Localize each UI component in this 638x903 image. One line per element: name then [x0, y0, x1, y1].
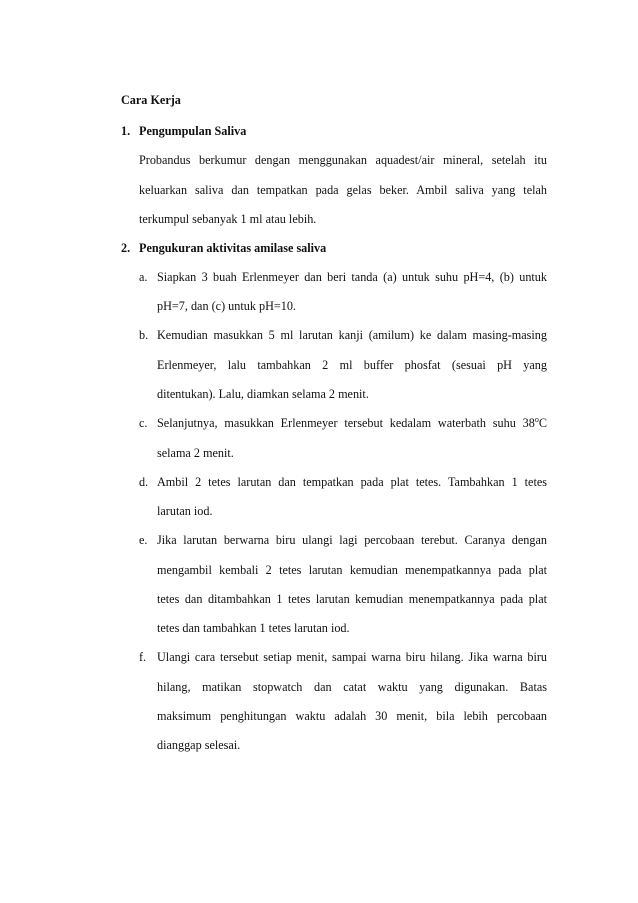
item-f-line: Ulangi cara tersebut setiap menit, sampai warna biru hilang. Jika warna biru — [157, 650, 547, 664]
item-d-line: larutan iod. — [157, 504, 213, 518]
item-c-letter: c. — [139, 416, 148, 430]
section-1-paragraph-line: keluarkan saliva dan tempatkan pada gelas beker. Ambil saliva yang telah — [139, 183, 547, 197]
celsius-unit: C — [538, 416, 547, 430]
degree-superscript: o — [534, 414, 539, 424]
section-2-title: Pengukuran aktivitas amilase saliva — [139, 241, 327, 255]
section-1-paragraph-line: Probandus berkumur dengan menggunakan aquadest/air mineral, setelah itu — [139, 153, 547, 167]
item-d-line: Ambil 2 tetes larutan dan tempatkan pada plat tetes. Tambahkan 1 tetes — [157, 475, 547, 489]
item-e-line: tetes dan tambahkan 1 tetes larutan iod. — [157, 621, 350, 635]
item-c-line — [157, 416, 547, 430]
item-b-line: Kemudian masukkan 5 ml larutan kanji (amilum) ke dalam masing-masing — [157, 328, 547, 342]
item-f-letter: f. — [139, 650, 147, 664]
item-e-line: tetes dan ditambahkan 1 tetes larutan kemudian menempatkannya pada plat — [157, 592, 547, 606]
item-b-letter: b. — [139, 328, 149, 342]
item-d-letter: d. — [139, 475, 149, 489]
item-a-letter: a. — [139, 270, 148, 284]
section-2-number: 2. — [121, 241, 131, 255]
item-e-letter: e. — [139, 533, 148, 547]
item-b-line: ditentukan). Lalu, diamkan selama 2 menit. — [157, 387, 369, 401]
section-1-title: Pengumpulan Saliva — [139, 124, 247, 138]
section-1-paragraph-line: terkumpul sebanyak 1 ml atau lebih. — [139, 212, 317, 226]
item-c-line-text: Selanjutnya, masukkan Erlenmeyer tersebut kedalam waterbath suhu 38 — [157, 416, 535, 430]
item-e-line: Jika larutan berwarna biru ulangi lagi percobaan terebut. Caranya dengan — [157, 533, 547, 547]
item-f-line: maksimum penghitungan waktu adalah 30 menit, bila lebih percobaan — [157, 709, 547, 723]
item-b-line: Erlenmeyer, lalu tambahkan 2 ml buffer phosfat (sesuai pH yang — [157, 358, 547, 372]
item-e-line: mengambil kembali 2 tetes larutan kemudian menempatkannya pada plat — [157, 563, 547, 577]
item-a-line: Siapkan 3 buah Erlenmeyer dan beri tanda (a) untuk suhu pH=4, (b) untuk — [157, 270, 547, 284]
item-f-line: hilang, matikan stopwatch dan catat waktu yang digunakan. Batas — [157, 680, 547, 694]
item-a-line: pH=7, dan (c) untuk pH=10. — [157, 299, 296, 313]
page-heading: Cara Kerja — [121, 93, 181, 107]
section-1-number: 1. — [121, 124, 131, 138]
item-c-line: selama 2 menit. — [157, 446, 234, 460]
item-f-line: dianggap selesai. — [157, 738, 241, 752]
